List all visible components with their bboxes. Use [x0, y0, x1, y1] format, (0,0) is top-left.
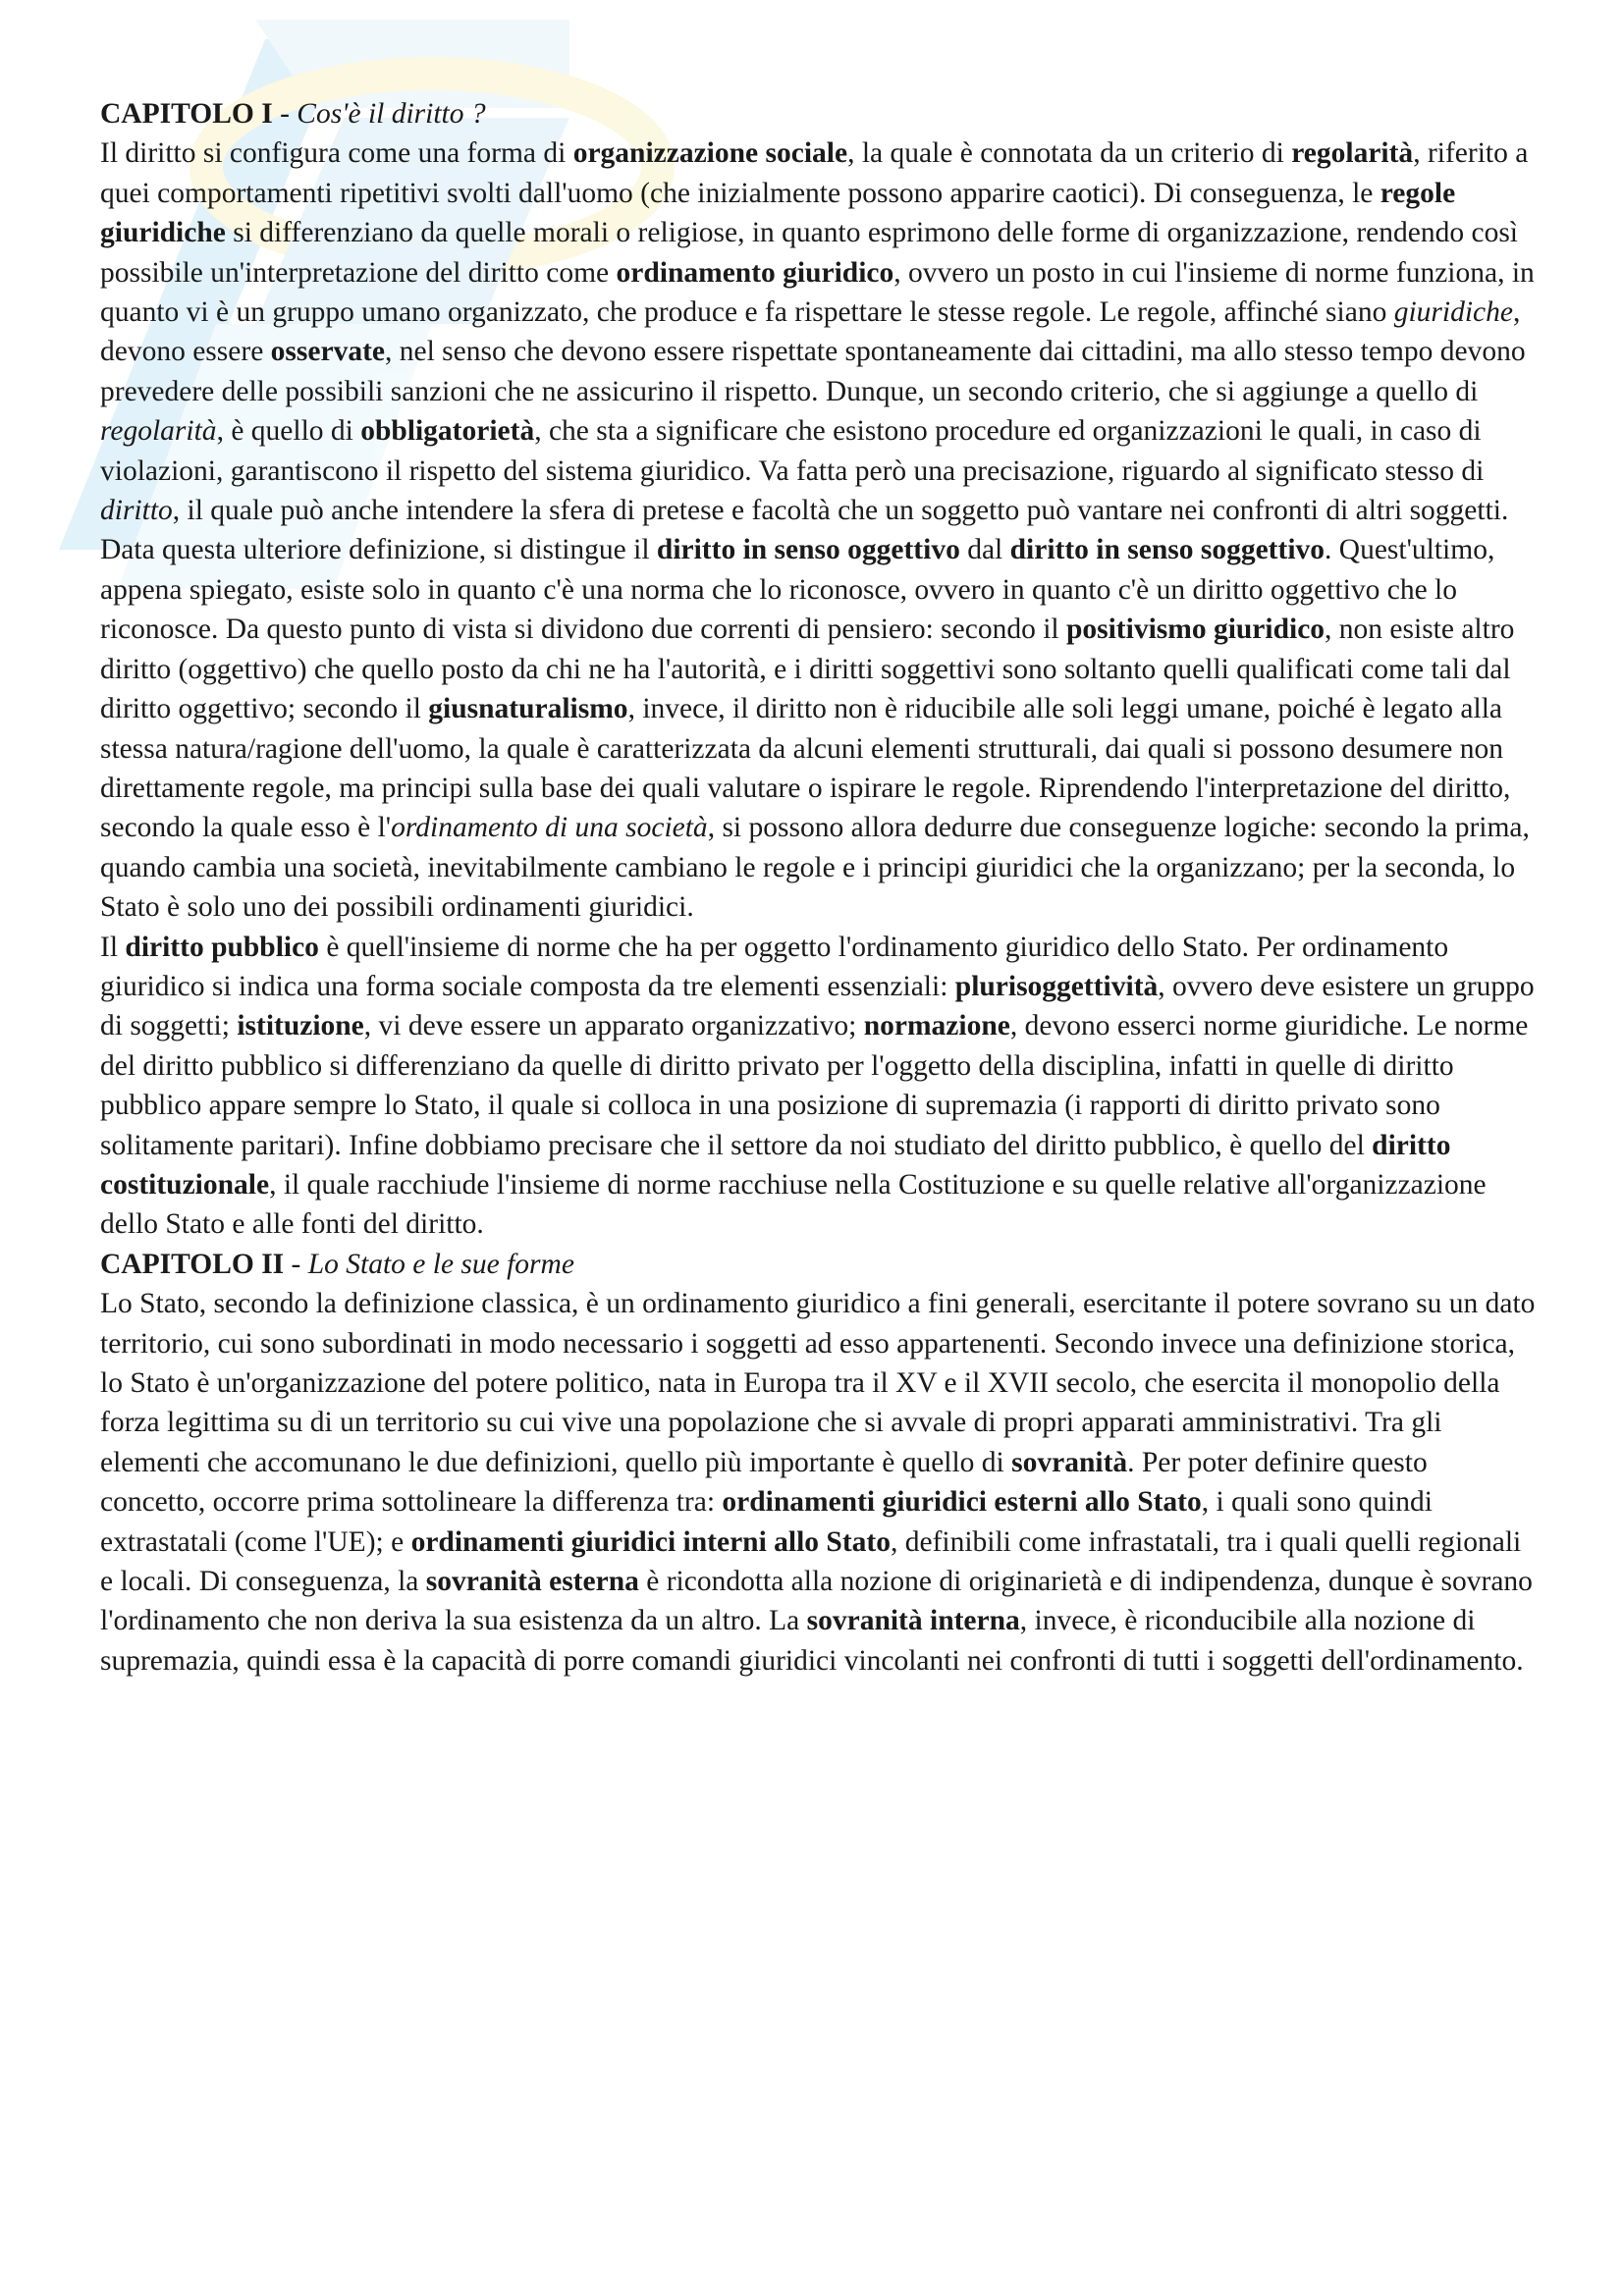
chapter-1-subtitle: Cos'è il diritto ?: [297, 98, 486, 130]
bold-term: diritto pubblico: [125, 931, 319, 963]
text-run: . Quest'ultimo, appena spiegato, esiste solo in quanto c'è una norma che lo riconosce, ovvero in quanto c'è un diritto oggettivo che lo riconosce. Da questo punto di vista si dividono due correnti di pensiero: secondo il: [100, 534, 1495, 646]
text-run: , ovvero un posto in cui l'insieme di norme funziona, in quanto vi è un gruppo umano organizzato, che produce e fa rispettare le stesse regole. Le regole, affinché siano: [100, 256, 1535, 329]
chapter-2-heading-separator: -: [284, 1248, 308, 1280]
chapter-2-subtitle: Lo Stato e le sue forme: [307, 1248, 574, 1280]
bold-term: ordinamento giuridico: [616, 256, 894, 289]
text-run: si differenziano da quelle morali o religiose, in quanto esprimono delle forme di organizzazione, rendendo così possibile un'interpretazione del diritto come: [100, 217, 1518, 289]
text-run: , si possono allora dedurre due conseguenze logiche: secondo la prima, quando cambia una società, inevitabilmente cambiano le regole e i principi giuridici che la organizzano; per la seconda, lo Stato è solo uno dei possibili ordinamenti giuridici.: [100, 812, 1530, 924]
text-run: , invece, è riconducibile alla nozione di supremazia, quindi essa è la capacità di porre comandi giuridici vincolanti nei confronti di tutti i soggetti dell'ordinamento.: [100, 1605, 1524, 1677]
chapter-2-heading: [100, 1245, 1540, 1284]
chapter-1-heading-separator: -: [272, 98, 298, 130]
text-run: , definibili come infrastatali, tra i quali quelli regionali e locali. Di conseguenza, la: [100, 1525, 1522, 1598]
bold-term: plurisoggettività: [954, 970, 1159, 1002]
text-run: , devono essere: [100, 296, 1521, 368]
text-run: è ricondotta alla nozione di originarietà e di indipendenza, dunque è sovrano l'ordinamento che non deriva la sua esistenza da un altro. La: [100, 1566, 1533, 1637]
text-run: , è quello di: [216, 415, 361, 448]
bold-term: ordinamenti giuridici interni allo Stato: [410, 1525, 891, 1558]
text-run: , ovvero deve esistere un gruppo di soggetti;: [100, 970, 1535, 1042]
text-run: , i quali sono quindi extrastatali (come l'UE); e: [100, 1486, 1433, 1558]
bold-term: diritto in senso soggettivo: [1009, 534, 1325, 566]
italic-term: giuridiche: [1393, 296, 1513, 329]
text-run: , la quale è connotata da un criterio di: [847, 137, 1292, 170]
chapter-1-heading: [100, 94, 1540, 133]
bold-term: diritto costituzionale: [100, 1129, 1451, 1201]
text-run: è quell'insieme di norme che ha per oggetto l'ordinamento giuridico dello Stato. Per ordinamento giuridico si indica una forma sociale composta da tre elementi essenziali:: [100, 931, 1449, 1002]
italic-term: ordinamento di una società: [391, 812, 708, 844]
bold-term: sovranità: [1011, 1446, 1128, 1478]
italic-term: diritto: [100, 495, 173, 527]
text-run: , riferito a quei comportamenti ripetitivi svolti dall'uomo (che inizialmente possono apparire caotici). Di conseguenza, le: [100, 137, 1529, 209]
text-run: . Per poter definire questo concetto, occorre prima sottolineare la differenza tra:: [100, 1446, 1428, 1519]
text-run: Lo Stato, secondo la definizione classica, è un ordinamento giuridico a fini generali, esercitante il potere sovrano su un dato territorio, cui sono subordinati in modo necessario i soggetti ad esso appartenenti. Secondo invece una definizione storica, lo Stato è un'organizzazione del potere politico, nata in Europa tra il XV e il XVII secolo, che esercita il monopolio della forza legittima su di un territorio su cui vive una popolazione che si avvale di propri apparati amministrativi. Tra gli elementi che accomunano le due definizioni, quello più importante è quello di: [100, 1288, 1536, 1478]
bold-term: diritto in senso oggettivo: [656, 534, 960, 566]
chapter-1-label: CAPITOLO I: [100, 98, 273, 130]
text-run: dal: [959, 534, 1010, 566]
text-run: , il quale racchiude l'insieme di norme racchiuse nella Costituzione e su quelle relative all'organizzazione dello Stato e alle fonti del diritto.: [100, 1168, 1487, 1241]
chapter-2-paragraph-1: [100, 1284, 1540, 1681]
bold-term: organizzazione sociale: [572, 137, 848, 170]
text-run: Il: [100, 931, 126, 963]
bold-term: normazione: [863, 1010, 1010, 1042]
chapter-1-paragraph-1: [100, 133, 1540, 927]
text-run: , nel senso che devono essere rispettate spontaneamente dai cittadini, ma allo stesso tempo devono prevedere delle possibili sanzioni che ne assicurino il rispetto. Dunque, un secondo criterio, che si aggiunge a quello di: [100, 336, 1526, 407]
chapter-2-label: CAPITOLO II: [100, 1248, 285, 1280]
italic-term: regolarità: [100, 415, 217, 448]
bold-term: regole giuridiche: [100, 177, 1456, 249]
bold-term: sovranità esterna: [425, 1566, 639, 1598]
text-run: , il quale può anche intendere la sfera di pretese e facoltà che un soggetto può vantare nei confronti di altri soggetti. Data questa ulteriore definizione, si distingue il: [100, 495, 1509, 566]
bold-term: sovranità interna: [806, 1605, 1020, 1637]
bold-term: istituzione: [237, 1010, 364, 1042]
bold-term: positivismo giuridico: [1065, 614, 1325, 646]
bold-term: regolarità: [1291, 137, 1414, 170]
document-page: [100, 94, 1540, 1681]
text-run: , vi deve essere un apparato organizzativo;: [363, 1010, 864, 1042]
bold-term: giusnaturalismo: [428, 693, 628, 725]
bold-term: osservate: [270, 336, 385, 368]
text-run: , invece, il diritto non è riducibile alle soli leggi umane, poiché è legato alla stessa natura/ragione dell'uomo, la quale è caratterizzata da alcuni elementi strutturali, dai quali si possono desumere non direttamente regole, ma principi sulla base dei quali valutare o ispirare le regole. Riprendendo l'interpretazione del diritto, secondo la quale esso è l': [100, 693, 1511, 844]
bold-term: ordinamenti giuridici esterni allo Stato: [722, 1486, 1202, 1519]
chapter-1-paragraph-2: [100, 928, 1540, 1245]
text-run: Il diritto si configura come una forma di: [100, 137, 573, 170]
text-run: , devono esserci norme giuridiche. Le norme del diritto pubblico si differenziano da quelle di diritto privato per l'oggetto della disciplina, infatti in quelle di diritto pubblico appare sempre lo Stato, il quale si colloca in una posizione di supremazia (i rapporti di diritto privato sono solitamente paritari). Infine dobbiamo precisare che il settore da noi studiato del diritto pubblico, è quello del: [100, 1010, 1529, 1161]
text-run: , che sta a significare che esistono procedure ed organizzazioni le quali, in caso di violazioni, garantiscono il rispetto del sistema giuridico. Va fatta però una precisazione, riguardo al significato stesso di: [100, 415, 1485, 487]
bold-term: obbligatorietà: [360, 415, 535, 448]
text-run: , non esiste altro diritto (oggettivo) che quello posto da chi ne ha l'autorità, e i diritti soggettivi sono soltanto quelli qualificati come tali dal diritto oggettivo; secondo il: [100, 614, 1515, 725]
